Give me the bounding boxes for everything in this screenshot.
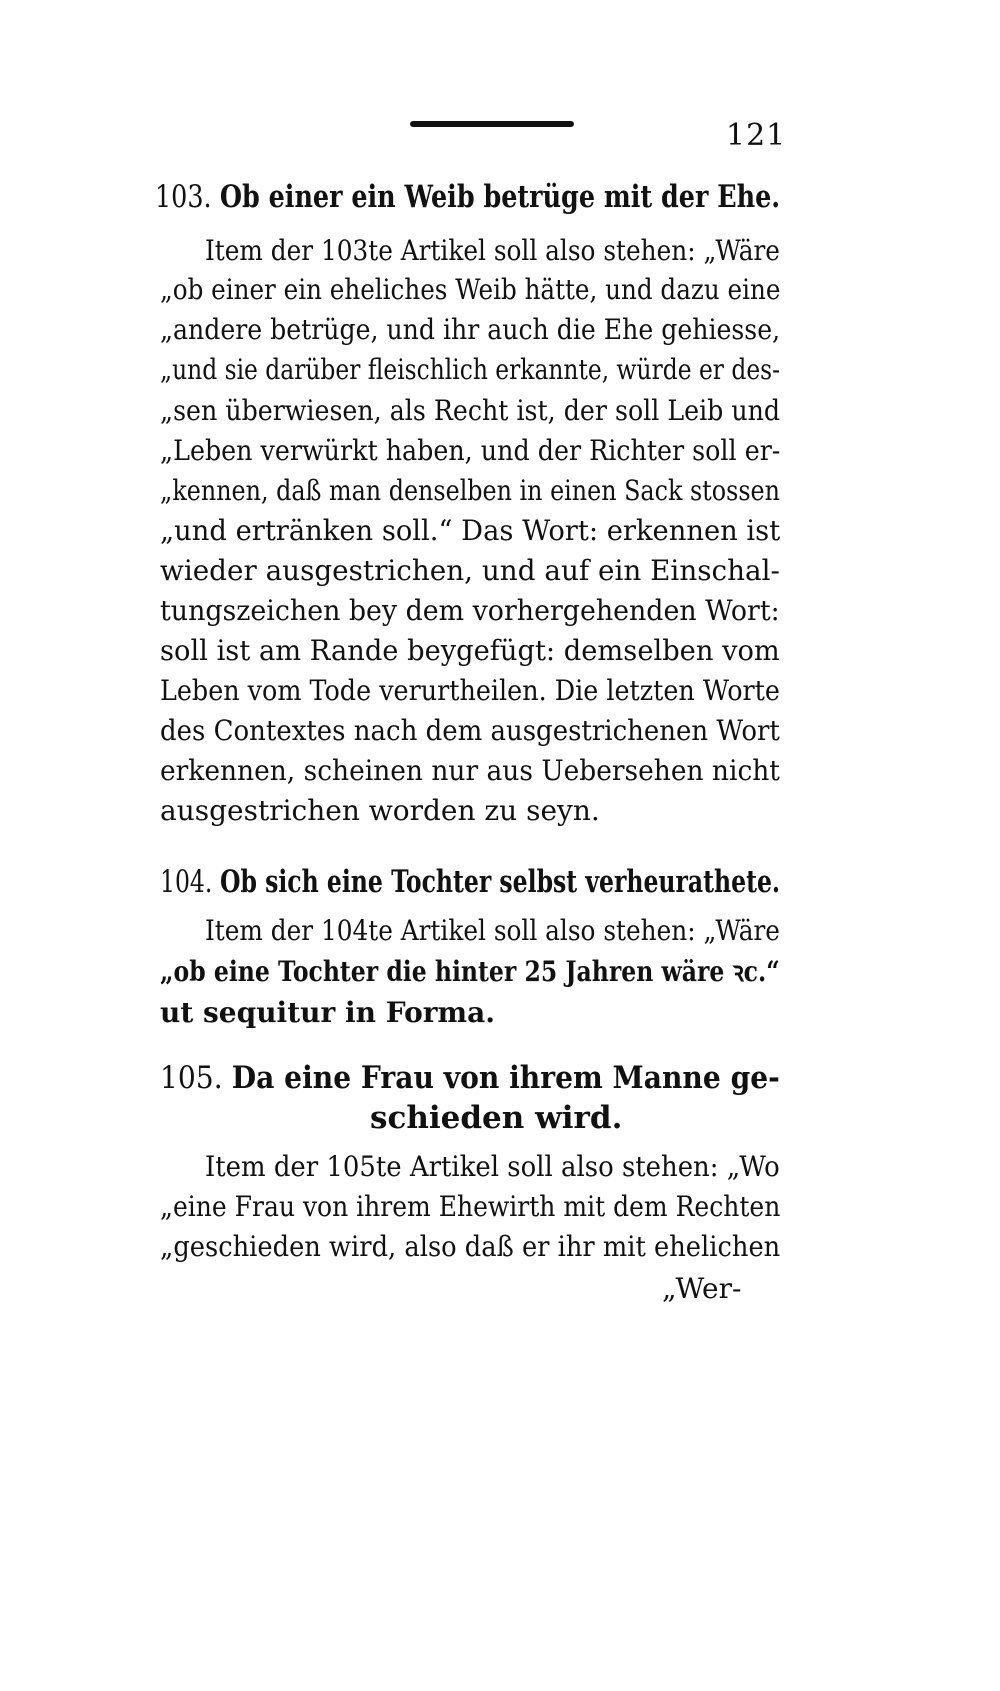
text-line: „Leben verwürkt haben, und der Richter soll er- <box>160 434 781 467</box>
text-line: erkennen, scheinen nur aus Uebersehen nicht <box>160 754 780 787</box>
section-number: 104. <box>160 864 213 900</box>
section-heading-103 <box>155 180 780 214</box>
section-title: Da eine Frau von ihrem Manne ge- <box>231 1060 780 1096</box>
catchword: „Wer- <box>662 1272 742 1305</box>
header-rule <box>410 121 574 127</box>
text-line: Item der 103te Artikel soll also stehen: „Wäre <box>205 234 780 267</box>
section-title: Ob einer ein Weib betrüge mit der Ehe. <box>219 179 781 215</box>
text-line: wieder ausgestrichen, und auf ein Einschal- <box>160 554 780 587</box>
text-line: Item der 105te Artikel soll also stehen: „Wo <box>205 1150 780 1183</box>
text-line: ausgestrichen worden zu seyn. <box>160 794 600 827</box>
section-number: 105. <box>160 1060 223 1096</box>
text-line: „geschieden wird, also daß er ihr mit ehelichen <box>160 1230 781 1263</box>
text-line: „und ertränken soll.“ Das Wort: erkennen ist <box>160 514 781 547</box>
section-heading-105 <box>160 1061 780 1095</box>
text-line: „ob eine Tochter die hinter 25 Jahren wäre ꝛc.“ <box>160 955 780 988</box>
text-line: „andere betrüge, und ihr auch die Ehe gehiesse, <box>160 313 781 346</box>
section-heading-104 <box>160 865 780 899</box>
text-line: „kennen, daß man denselben in einen Sack stossen <box>160 474 780 507</box>
text-line: Item der 104te Artikel soll also stehen: „Wäre <box>205 914 780 947</box>
section-title-continuation: schieden wird. <box>370 1100 623 1136</box>
text-line: „sen überwiesen, als Recht ist, der soll Leib und <box>160 394 781 427</box>
text-line: Leben vom Tode verurtheilen. Die letzten Worte <box>160 674 780 707</box>
text-line: „ob einer ein eheliches Weib hätte, und dazu eine <box>160 273 781 306</box>
section-number: 103. <box>155 179 212 215</box>
text-line: tungszeichen bey dem vorhergehenden Wort: <box>160 594 780 627</box>
text-line: des Contextes nach dem ausgestrichenen Wort <box>160 714 780 747</box>
section-title: Ob sich eine Tochter selbst verheurathete. <box>219 864 781 900</box>
page-number: 121 <box>726 118 787 153</box>
text-line: ut sequitur in Forma. <box>160 996 496 1029</box>
text-line: „eine Frau von ihrem Ehewirth mit dem Rechten <box>160 1190 781 1223</box>
text-line: soll ist am Rande beygefügt: demselben vom <box>160 634 780 667</box>
text-line: „und sie darüber fleischlich erkannte, würde er des- <box>160 353 781 386</box>
